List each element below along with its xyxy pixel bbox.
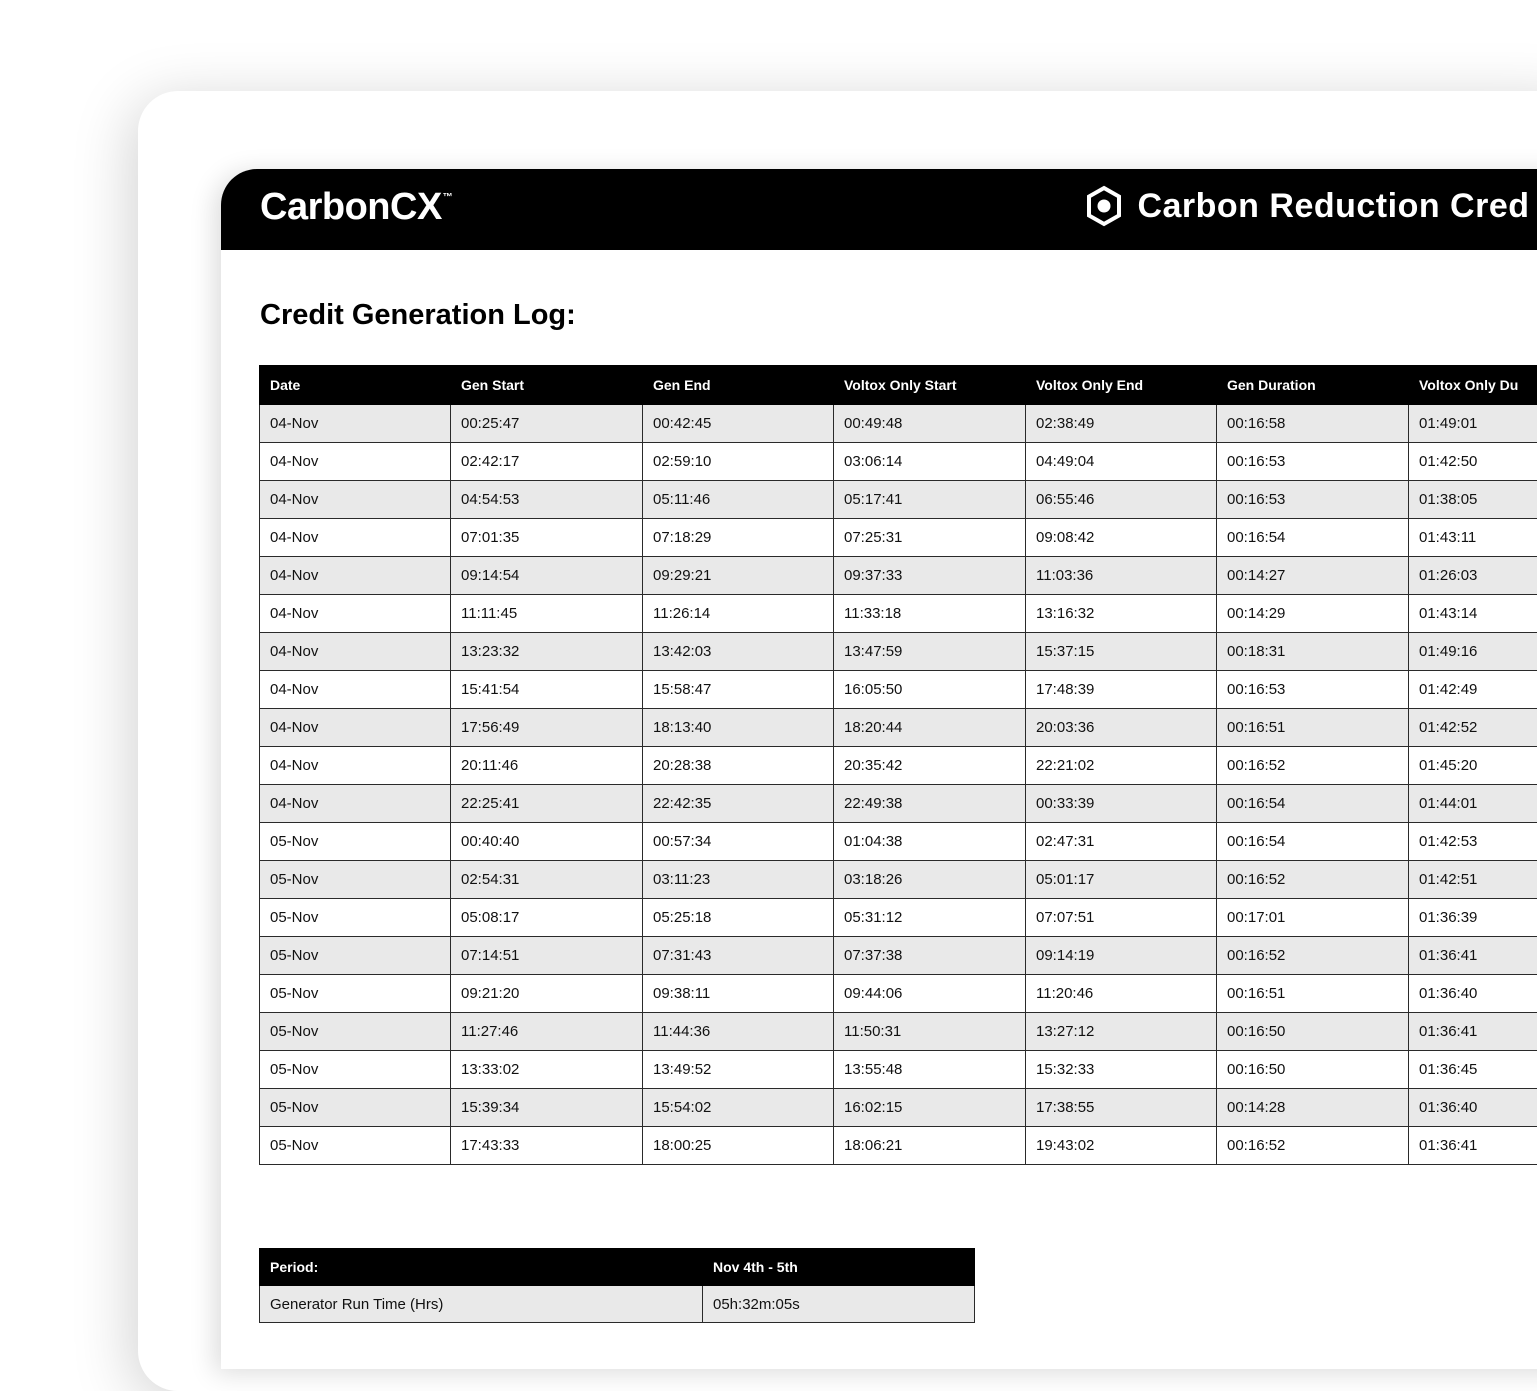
table-row — [260, 785, 1537, 823]
column-header: Voltox Only Start — [834, 366, 1026, 405]
table-cell: 07:18:29 — [643, 519, 834, 557]
table-cell: 03:18:26 — [834, 861, 1026, 899]
table-cell: 11:50:31 — [834, 1013, 1026, 1051]
table-cell: 18:13:40 — [643, 709, 834, 747]
column-header: Gen Duration — [1217, 366, 1409, 405]
table-cell: 22:49:38 — [834, 785, 1026, 823]
table-cell: 17:56:49 — [451, 709, 643, 747]
table-cell: 15:32:33 — [1026, 1051, 1217, 1089]
table-cell: 01:04:38 — [834, 823, 1026, 861]
table-cell: 05-Nov — [260, 1089, 451, 1127]
table-cell: 20:11:46 — [451, 747, 643, 785]
table-row — [260, 633, 1537, 671]
table-cell: 13:33:02 — [451, 1051, 643, 1089]
table-cell: 01:36:45 — [1409, 1051, 1537, 1089]
table-row — [260, 595, 1537, 633]
summary-header-row — [260, 1249, 975, 1286]
table-cell: 15:39:34 — [451, 1089, 643, 1127]
table-cell: 01:26:03 — [1409, 557, 1537, 595]
table-cell: 01:42:50 — [1409, 443, 1537, 481]
table-cell: 00:57:34 — [643, 823, 834, 861]
table-row — [260, 405, 1537, 443]
table-cell: 01:49:16 — [1409, 633, 1537, 671]
table-cell: 00:17:01 — [1217, 899, 1409, 937]
table-cell: 05:17:41 — [834, 481, 1026, 519]
table-cell: 17:48:39 — [1026, 671, 1217, 709]
credit-generation-table — [259, 365, 1537, 1165]
table-cell: 05-Nov — [260, 861, 451, 899]
table-cell: 04-Nov — [260, 709, 451, 747]
table-cell: 05-Nov — [260, 1013, 451, 1051]
table-cell: 18:20:44 — [834, 709, 1026, 747]
table-cell: 07:25:31 — [834, 519, 1026, 557]
table-cell: 13:49:52 — [643, 1051, 834, 1089]
table-cell: 00:33:39 — [1026, 785, 1217, 823]
table-body — [260, 405, 1537, 1165]
table-cell: 00:16:50 — [1217, 1051, 1409, 1089]
table-cell: 01:42:51 — [1409, 861, 1537, 899]
table-cell: 01:44:01 — [1409, 785, 1537, 823]
table-row — [260, 1013, 1537, 1051]
table-row — [260, 1051, 1537, 1089]
period-value: Nov 4th - 5th — [703, 1249, 975, 1286]
table-row — [260, 481, 1537, 519]
table-cell: 19:43:02 — [1026, 1127, 1217, 1165]
table-cell: 05-Nov — [260, 1127, 451, 1165]
table-cell: 13:42:03 — [643, 633, 834, 671]
table-cell: 04-Nov — [260, 405, 451, 443]
table-cell: 04-Nov — [260, 785, 451, 823]
table-cell: 02:54:31 — [451, 861, 643, 899]
table-cell: 15:41:54 — [451, 671, 643, 709]
table-row — [260, 937, 1537, 975]
table-cell: 20:35:42 — [834, 747, 1026, 785]
table-cell: 05:01:17 — [1026, 861, 1217, 899]
table-cell: 11:44:36 — [643, 1013, 834, 1051]
table-cell: 00:16:51 — [1217, 975, 1409, 1013]
logo-text: CarbonCX — [260, 186, 442, 228]
table-cell: 07:07:51 — [1026, 899, 1217, 937]
table-cell: 00:25:47 — [451, 405, 643, 443]
table-cell: 04-Nov — [260, 671, 451, 709]
column-header: Gen End — [643, 366, 834, 405]
table-row — [260, 747, 1537, 785]
table-cell: 05-Nov — [260, 823, 451, 861]
table-cell: 18:06:21 — [834, 1127, 1026, 1165]
table-cell: 03:11:23 — [643, 861, 834, 899]
table-cell: 05-Nov — [260, 1051, 451, 1089]
table-cell: 09:21:20 — [451, 975, 643, 1013]
table-cell: 02:38:49 — [1026, 405, 1217, 443]
table-cell: 07:37:38 — [834, 937, 1026, 975]
table-cell: 01:49:01 — [1409, 405, 1537, 443]
period-label: Period: — [260, 1249, 703, 1286]
table-cell: 00:16:53 — [1217, 671, 1409, 709]
table-cell: 11:03:36 — [1026, 557, 1217, 595]
table-cell: 16:05:50 — [834, 671, 1026, 709]
table-cell: 09:44:06 — [834, 975, 1026, 1013]
table-cell: 01:38:05 — [1409, 481, 1537, 519]
table-cell: 02:59:10 — [643, 443, 834, 481]
table-cell: 22:42:35 — [643, 785, 834, 823]
table-cell: 01:42:53 — [1409, 823, 1537, 861]
table-cell: 00:16:53 — [1217, 443, 1409, 481]
table-cell: 09:37:33 — [834, 557, 1026, 595]
table-cell: 01:45:20 — [1409, 747, 1537, 785]
table-cell: 05:11:46 — [643, 481, 834, 519]
table-cell: 17:43:33 — [451, 1127, 643, 1165]
table-cell: 04-Nov — [260, 557, 451, 595]
table-cell: 00:42:45 — [643, 405, 834, 443]
table-cell: 00:16:53 — [1217, 481, 1409, 519]
summary-body — [260, 1286, 975, 1323]
table-cell: 16:02:15 — [834, 1089, 1026, 1127]
table-cell: 11:11:45 — [451, 595, 643, 633]
table-cell: 13:47:59 — [834, 633, 1026, 671]
table-cell: 00:16:52 — [1217, 937, 1409, 975]
table-cell: 09:29:21 — [643, 557, 834, 595]
table-cell: 09:08:42 — [1026, 519, 1217, 557]
column-header: Gen Start — [451, 366, 643, 405]
table-cell: 13:23:32 — [451, 633, 643, 671]
table-row — [260, 975, 1537, 1013]
table-cell: 00:16:51 — [1217, 709, 1409, 747]
table-cell: 01:43:11 — [1409, 519, 1537, 557]
report-title-group — [1085, 185, 1530, 227]
table-row — [260, 557, 1537, 595]
table-cell: 01:42:49 — [1409, 671, 1537, 709]
table-cell: 04-Nov — [260, 443, 451, 481]
table-cell: 04:54:53 — [451, 481, 643, 519]
table-cell: 07:01:35 — [451, 519, 643, 557]
logo-trademark: ™ — [443, 192, 453, 203]
report-title: Carbon Reduction Cred — [1137, 187, 1529, 226]
table-row — [260, 861, 1537, 899]
report-sheet — [221, 169, 1537, 1369]
table-cell: 04-Nov — [260, 481, 451, 519]
table-cell: 00:16:52 — [1217, 861, 1409, 899]
table-cell: 05:08:17 — [451, 899, 643, 937]
table-cell: 01:36:39 — [1409, 899, 1537, 937]
table-cell: 11:26:14 — [643, 595, 834, 633]
table-cell: 01:43:14 — [1409, 595, 1537, 633]
table-header-row — [260, 366, 1537, 405]
column-header: Voltox Only Du — [1409, 366, 1537, 405]
table-cell: 01:36:41 — [1409, 1013, 1537, 1051]
table-cell: 00:16:50 — [1217, 1013, 1409, 1051]
summary-row — [260, 1286, 975, 1323]
table-cell: 13:27:12 — [1026, 1013, 1217, 1051]
table-row — [260, 899, 1537, 937]
table-cell: 04-Nov — [260, 595, 451, 633]
table-cell: 00:16:54 — [1217, 785, 1409, 823]
table-cell: 22:21:02 — [1026, 747, 1217, 785]
table-cell: 00:16:54 — [1217, 823, 1409, 861]
summary-label: Generator Run Time (Hrs) — [260, 1286, 703, 1323]
column-header: Date — [260, 366, 451, 405]
report-header — [221, 169, 1537, 250]
table-cell: 09:38:11 — [643, 975, 834, 1013]
table-cell: 00:18:31 — [1217, 633, 1409, 671]
table-cell: 00:14:27 — [1217, 557, 1409, 595]
table-cell: 07:14:51 — [451, 937, 643, 975]
table-row — [260, 519, 1537, 557]
table-cell: 09:14:54 — [451, 557, 643, 595]
table-row — [260, 823, 1537, 861]
table-cell: 00:14:29 — [1217, 595, 1409, 633]
table-cell: 18:00:25 — [643, 1127, 834, 1165]
table-cell: 15:54:02 — [643, 1089, 834, 1127]
table-cell: 17:38:55 — [1026, 1089, 1217, 1127]
table-row — [260, 1089, 1537, 1127]
table-cell: 20:03:36 — [1026, 709, 1217, 747]
table-cell: 01:36:40 — [1409, 975, 1537, 1013]
table-cell: 00:16:58 — [1217, 405, 1409, 443]
table-row — [260, 671, 1537, 709]
brand-logo — [260, 186, 452, 229]
table-cell: 05-Nov — [260, 937, 451, 975]
table-cell: 00:40:40 — [451, 823, 643, 861]
table-cell: 06:55:46 — [1026, 481, 1217, 519]
table-cell: 07:31:43 — [643, 937, 834, 975]
table-cell: 15:58:47 — [643, 671, 834, 709]
table-cell: 04-Nov — [260, 747, 451, 785]
table-cell: 11:33:18 — [834, 595, 1026, 633]
table-cell: 05:31:12 — [834, 899, 1026, 937]
table-cell: 04:49:04 — [1026, 443, 1217, 481]
table-cell: 05:25:18 — [643, 899, 834, 937]
column-header: Voltox Only End — [1026, 366, 1217, 405]
table-cell: 11:27:46 — [451, 1013, 643, 1051]
table-cell: 04-Nov — [260, 519, 451, 557]
table-cell: 00:16:54 — [1217, 519, 1409, 557]
table-cell: 20:28:38 — [643, 747, 834, 785]
table-cell: 02:47:31 — [1026, 823, 1217, 861]
table-cell: 01:36:40 — [1409, 1089, 1537, 1127]
credit-log-title: Credit Generation Log: — [260, 299, 576, 332]
table-cell: 13:55:48 — [834, 1051, 1026, 1089]
table-cell: 22:25:41 — [451, 785, 643, 823]
table-cell: 15:37:15 — [1026, 633, 1217, 671]
table-row — [260, 443, 1537, 481]
summary-value: 05h:32m:05s — [703, 1286, 975, 1323]
table-cell: 03:06:14 — [834, 443, 1026, 481]
table-cell: 01:42:52 — [1409, 709, 1537, 747]
table-cell: 00:16:52 — [1217, 747, 1409, 785]
table-cell: 04-Nov — [260, 633, 451, 671]
period-summary-table — [259, 1248, 975, 1323]
table-cell: 09:14:19 — [1026, 937, 1217, 975]
table-cell: 00:16:52 — [1217, 1127, 1409, 1165]
table-cell: 00:14:28 — [1217, 1089, 1409, 1127]
table-cell: 01:36:41 — [1409, 1127, 1537, 1165]
table-cell: 11:20:46 — [1026, 975, 1217, 1013]
hexagon-target-icon — [1085, 185, 1123, 227]
table-cell: 05-Nov — [260, 975, 451, 1013]
table-cell: 05-Nov — [260, 899, 451, 937]
table-cell: 13:16:32 — [1026, 595, 1217, 633]
table-cell: 01:36:41 — [1409, 937, 1537, 975]
table-row — [260, 1127, 1537, 1165]
table-cell: 00:49:48 — [834, 405, 1026, 443]
table-row — [260, 709, 1537, 747]
table-cell: 02:42:17 — [451, 443, 643, 481]
